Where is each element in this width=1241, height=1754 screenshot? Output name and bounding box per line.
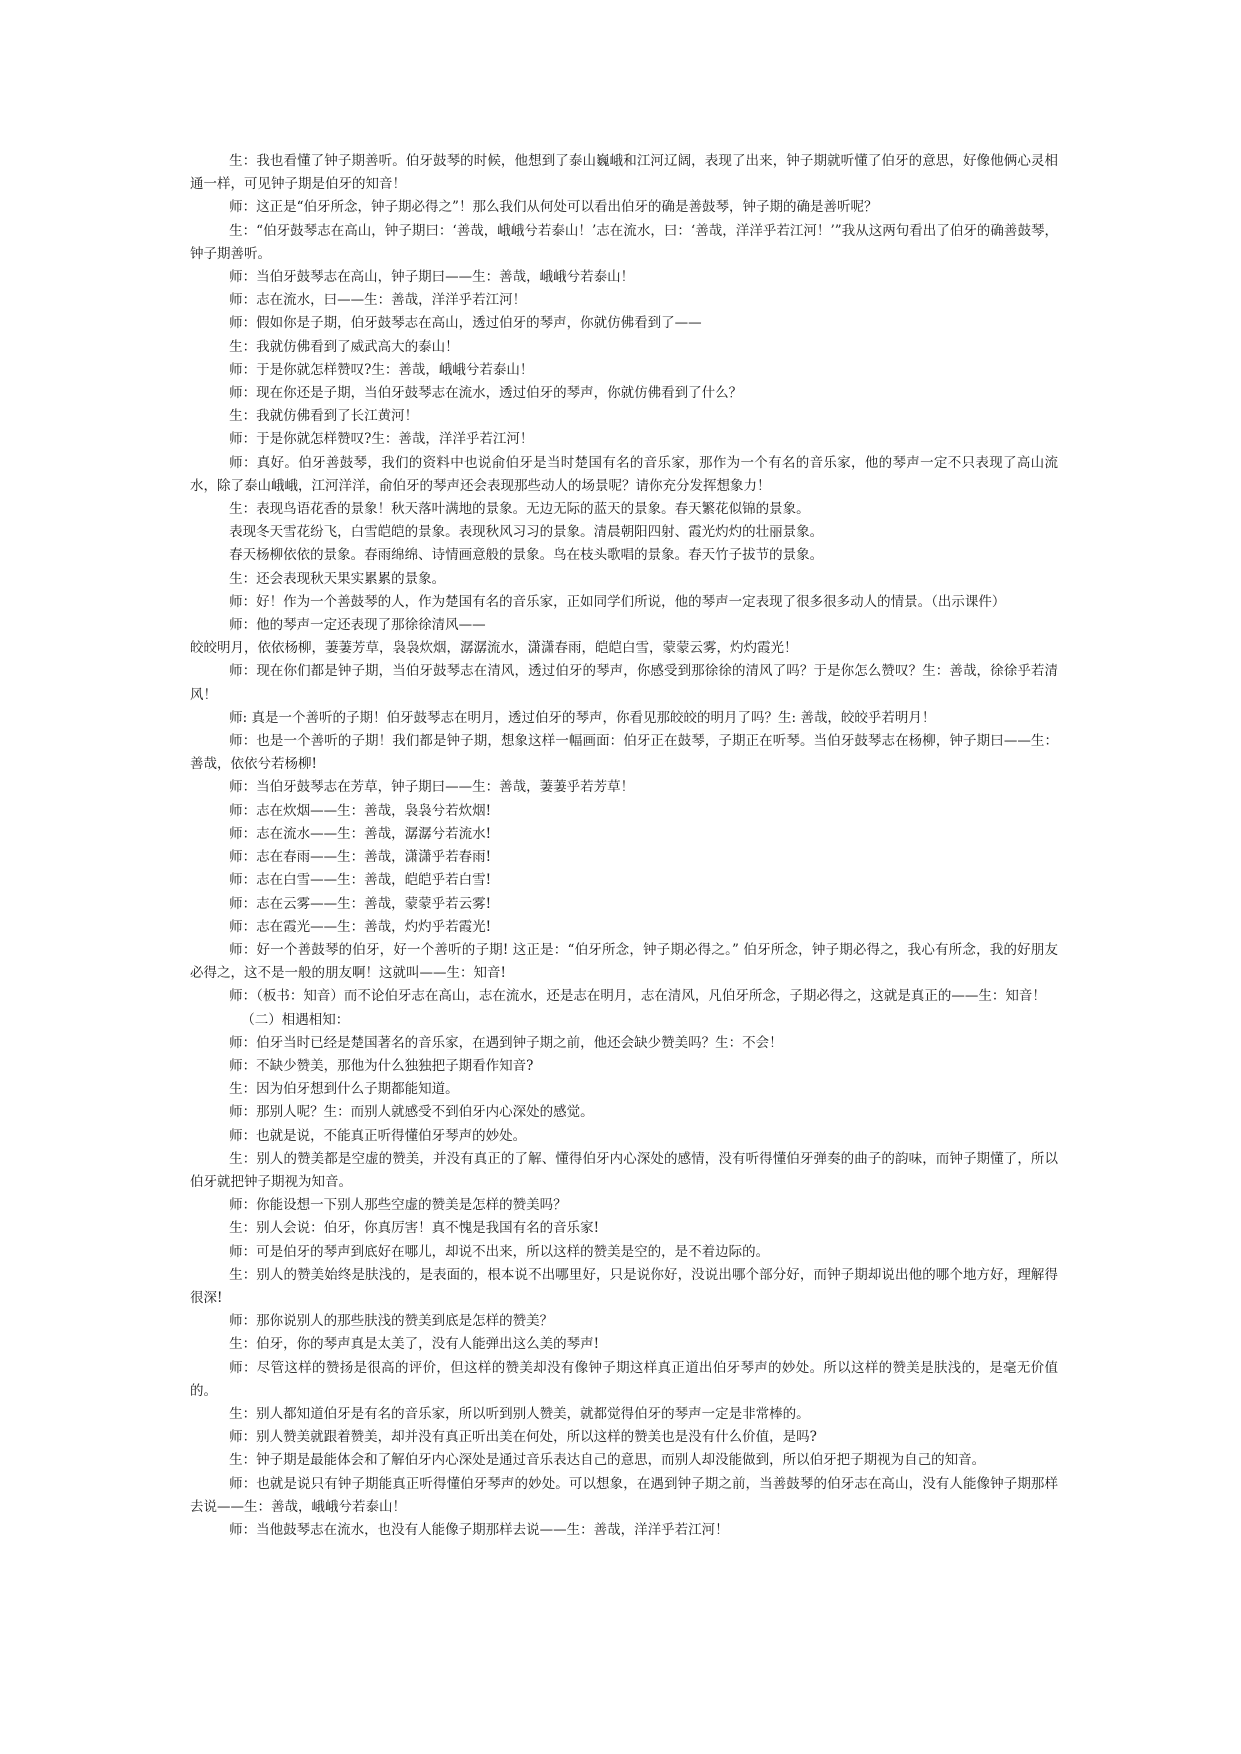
paragraph: 生：我也看懂了钟子期善听。伯牙鼓琴的时候，他想到了泰山巍峨和江河辽阔，表现了出来，钟子期就听懂了伯牙的意思，好像他俩心灵相通一样，可见钟子期是伯牙的知音！ — [190, 153, 1058, 193]
paragraph: 师：你能设想一下别人那些空虚的赞美是怎样的赞美吗？ — [229, 1197, 567, 1214]
paragraph: 生：“伯牙鼓琴志在高山，钟子期曰：‘善哉，峨峨兮若泰山！’志在流水，曰：‘善哉，洋洋乎若江河！’”我从这两句看出了伯牙的确善鼓琴，钟子期善听。 — [190, 222, 1058, 262]
paragraph: 师：也就是说只有钟子期能真正听得懂伯牙琴声的妙处。可以想象，在遇到钟子期之前，当善鼓琴的伯牙志在高山，没有人能像钟子期那样去说——生：善哉，峨峨兮若泰山！ — [190, 1475, 1058, 1515]
paragraph: 生：我就仿佛看到了长江黄河！ — [229, 408, 419, 425]
paragraph: 师：不缺少赞美，那他为什么独独把子期看作知音? — [229, 1057, 534, 1074]
paragraph: 师：别人赞美就跟着赞美，却并没有真正听出美在何处，所以这样的赞美也是没有什么价值，是吗? — [229, 1429, 817, 1446]
paragraph: 师: 真是一个善听的子期！伯牙鼓琴志在明月，透过伯牙的琴声，你看见那皎皎的明月了吗？生: 善哉，皎皎乎若明月！ — [229, 709, 936, 726]
paragraph: 师：也就是说，不能真正听得懂伯牙琴声的妙处。 — [229, 1127, 527, 1144]
paragraph: 师：可是伯牙的琴声到底好在哪儿，却说不出来，所以这样的赞美是空的，是不着边际的。 — [229, 1243, 770, 1260]
paragraph: 生：别人的赞美始终是肤浅的，是表面的，根本说不出哪里好，只是说你好，没说出哪个部分好，而钟子期却说出他的哪个地方好，理解得很深! — [190, 1266, 1058, 1306]
paragraph: 表现冬天雪花纷飞，白雪皑皑的景象。表现秋风习习的景象。清晨朝阳四射、霞光灼灼的壮丽景象。 — [229, 524, 824, 541]
paragraph: 师：于是你就怎样赞叹?生：善哉，峨峨兮若泰山！ — [229, 361, 534, 378]
paragraph: 师：志在春雨——生：善哉，潇潇乎若春雨! — [229, 849, 492, 866]
paragraph: 师：当伯牙鼓琴志在高山，钟子期曰——生：善哉，峨峨兮若泰山！ — [229, 269, 635, 286]
paragraph: 师：假如你是子期，伯牙鼓琴志在高山，透过伯牙的琴声，你就仿佛看到了—— — [229, 315, 702, 332]
paragraph: 师：志在白雪——生：善哉，皑皑乎若白雪! — [229, 872, 492, 889]
paragraph: 师：他的琴声一定还表现了那徐徐清风—— — [229, 617, 486, 634]
paragraph: 师：伯牙当时已经是楚国著名的音乐家，在遇到钟子期之前，他还会缺少赞美吗？生：不会！ — [229, 1034, 783, 1051]
paragraph: 生：伯牙，你的琴声真是太美了，没有人能弹出这么美的琴声! — [229, 1336, 600, 1353]
paragraph: 生：别人的赞美都是空虚的赞美，并没有真正的了解、懂得伯牙内心深处的感情，没有听得懂伯牙弹奏的曲子的韵味，而钟子期懂了，所以伯牙就把钟子期视为知音。 — [190, 1150, 1058, 1190]
paragraph: 师：也是一个善听的子期！我们都是钟子期，想象这样一幅画面：伯牙正在鼓琴，子期正在听琴。当伯牙鼓琴志在杨柳，钟子期曰——生：善哉，依依兮若杨柳! — [190, 733, 1058, 773]
paragraph: 师：现在你还是子期，当伯牙鼓琴志在流水，透过伯牙的琴声，你就仿佛看到了什么？ — [229, 385, 743, 402]
paragraph: 师：那你说别人的那些肤浅的赞美到底是怎样的赞美？ — [229, 1313, 554, 1330]
paragraph: 生：别人都知道伯牙是有名的音乐家，所以听到别人赞美，就都觉得伯牙的琴声一定是非常棒的。 — [229, 1405, 810, 1422]
paragraph: 师：这正是“伯牙所念，钟子期必得之”！那么我们从何处可以看出伯牙的确是善鼓琴，钟子期的确是善听呢？ — [229, 199, 878, 216]
paragraph: 师：于是你就怎样赞叹?生：善哉，洋洋乎若江河！ — [229, 431, 534, 448]
paragraph: 生：钟子期是最能体会和了解伯牙内心深处是通过音乐表达自己的意思，而别人却没能做到，所以伯牙把子期视为自己的知音。 — [229, 1452, 986, 1469]
paragraph: 师：（板书：知音）而不论伯牙志在高山，志在流水，还是志在明月，志在清风，凡伯牙所念，子期必得之，这就是真正的——生：知音！ — [229, 988, 1046, 1005]
paragraph: 生：表现鸟语花香的景象！秋天落叶满地的景象。无边无际的蓝天的景象。春天繁花似锦的景象。 — [229, 501, 810, 518]
paragraph: 春天杨柳依依的景象。春雨绵绵、诗情画意般的景象。鸟在枝头歌唱的景象。春天竹子拔节的景象。 — [229, 547, 824, 564]
paragraph: 师：当他鼓琴志在流水，也没有人能像子期那样去说——生：善哉，洋洋乎若江河！ — [229, 1521, 729, 1538]
paragraph: 师：当伯牙鼓琴志在芳草，钟子期曰——生：善哉，萋萋乎若芳草！ — [229, 779, 635, 796]
paragraph: 师：志在霞光——生：善哉，灼灼乎若霞光! — [229, 918, 492, 935]
document-page — [190, 150, 1058, 1542]
paragraph: 师：真好。伯牙善鼓琴，我们的资料中也说俞伯牙是当时楚国有名的音乐家，那作为一个有名的音乐家，他的琴声一定不只表现了高山流水，除了泰山峨峨，江河洋洋，俞伯牙的琴声还会表现那些动人的场景呢？请你充分发挥想象力！ — [190, 454, 1058, 494]
paragraph: 师：那别人呢？生：而别人就感受不到伯牙内心深处的感觉。 — [229, 1104, 594, 1121]
paragraph: 皎皎明月，依依杨柳，萋萋芳草，袅袅炊烟，潺潺流水，潇潇春雨，皑皑白雪，蒙蒙云雾，灼灼霞光！ — [190, 640, 798, 657]
paragraph: 师：好！作为一个善鼓琴的人，作为楚国有名的音乐家，正如同学们所说，他的琴声一定表现了很多很多动人的情景。（出示课件） — [229, 593, 1006, 610]
paragraph: 师：现在你们都是钟子期，当伯牙鼓琴志在清风，透过伯牙的琴声，你感受到那徐徐的清风了吗？于是你怎么赞叹？生：善哉，徐徐乎若清风！ — [190, 663, 1058, 703]
paragraph: 生：别人会说：伯牙，你真厉害！真不愧是我国有名的音乐家! — [229, 1220, 600, 1237]
paragraph: 师：志在流水——生：善哉，潺潺兮若流水! — [229, 825, 492, 842]
paragraph: 师：志在云雾——生：善哉，蒙蒙乎若云雾! — [229, 895, 492, 912]
paragraph: 师：志在流水，曰——生：善哉，洋洋乎若江河！ — [229, 292, 527, 309]
paragraph: 生：我就仿佛看到了威武高大的泰山！ — [229, 338, 459, 355]
paragraph: 师：尽管这样的赞扬是很高的评价，但这样的赞美却没有像钟子期这样真正道出伯牙琴声的妙处。所以这样的赞美是肤浅的，是毫无价值的。 — [190, 1359, 1058, 1399]
section-heading: （二）相遇相知： — [241, 1011, 350, 1028]
paragraph: 生：因为伯牙想到什么子期都能知道。 — [229, 1081, 459, 1098]
paragraph: 师：好一个善鼓琴的伯牙，好一个善听的子期! 这正是：“伯牙所念，钟子期必得之。” 伯牙所念，钟子期必得之，我心有所念，我的好朋友必得之，这不是一般的朋友啊！这就叫——生：知音! — [190, 941, 1058, 982]
paragraph: 师：志在炊烟——生：善哉，袅袅兮若炊烟! — [229, 802, 492, 819]
paragraph: 生：还会表现秋天果实累累的景象。 — [229, 570, 446, 587]
